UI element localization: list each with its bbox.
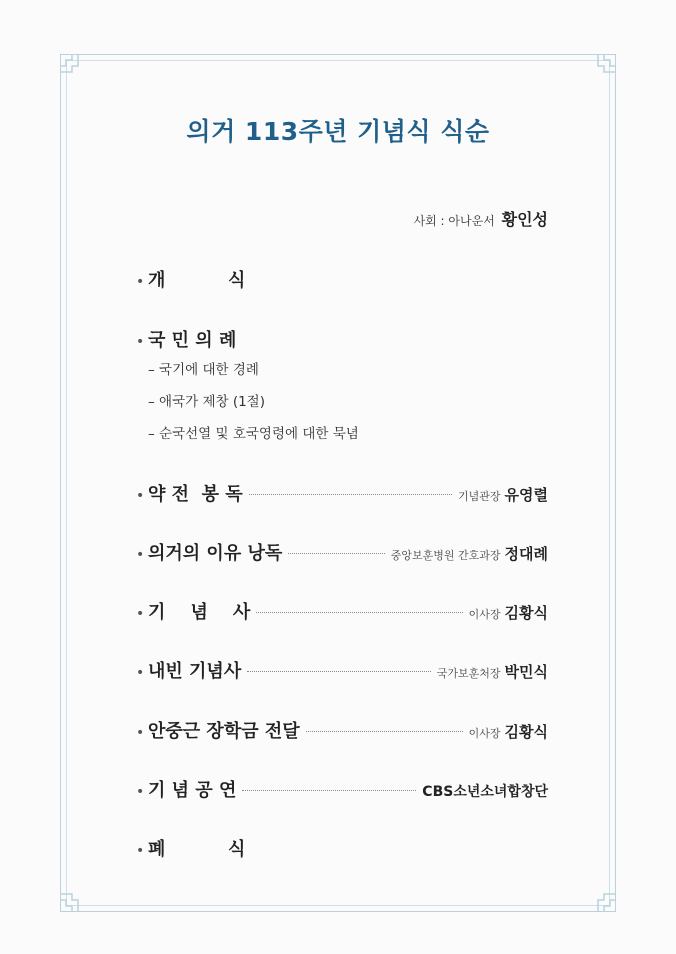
program-item-reason-reading (136, 539, 548, 565)
program-item-label: 기 념 공 연 (148, 780, 237, 801)
program-item-commemorative-address (136, 598, 548, 624)
presenter-role: 기념관장 (458, 490, 501, 503)
bullet-icon: • (136, 488, 145, 504)
sub-item: – 순국선열 및 호국영령에 대한 묵념 (148, 426, 359, 442)
presenter-name: 김황식 (504, 604, 548, 622)
program-item-label: 폐 식 (148, 839, 246, 860)
corner-ornament-icon (58, 52, 84, 78)
program-item-label: 국 민 의 례 (148, 330, 237, 351)
bullet-icon: • (136, 784, 145, 800)
bullet-icon: • (136, 665, 145, 681)
program-item-label: 의거의 이유 낭독 (148, 543, 283, 564)
page-title: 의거 113주년 기념식 식순 (186, 117, 490, 146)
corner-ornament-icon (592, 888, 618, 914)
sub-item: – 애국가 제창 (1절) (148, 394, 265, 410)
program-item-label: 약 전 봉 독 (148, 484, 243, 505)
presenter-name: 박민식 (504, 663, 548, 681)
mc-role: 사회 : 아나운서 (413, 214, 495, 228)
corner-ornament-icon (58, 888, 84, 914)
mc-name: 황인성 (501, 210, 548, 229)
program-item-guest-address (136, 657, 548, 683)
mc-credit (414, 207, 548, 230)
dot-leader (249, 494, 452, 495)
program-item-label: 개 식 (148, 270, 246, 291)
presenter-name: 김황식 (504, 723, 548, 741)
dot-leader (288, 553, 385, 554)
bullet-icon: • (136, 334, 145, 350)
presenter-name: 정대례 (504, 545, 548, 563)
program-item-performance (136, 776, 548, 802)
program-item-closing (136, 835, 548, 861)
presenter-role: 국가보훈처장 (436, 667, 501, 680)
dot-leader (242, 790, 416, 791)
presenter-name: 유영렬 (504, 486, 548, 504)
performer-name: CBS소년소녀합창단 (422, 784, 548, 800)
dot-leader (247, 671, 431, 672)
presenter-role: 이사장 (468, 608, 501, 621)
program-item-label: 기 념 사 (148, 602, 251, 623)
program-item-label: 내빈 기념사 (148, 661, 242, 682)
bullet-icon: • (136, 725, 145, 741)
program-item-scholarship (136, 717, 548, 743)
bullet-icon: • (136, 274, 145, 290)
sub-item: – 국기에 대한 경례 (148, 362, 259, 378)
bullet-icon: • (136, 606, 145, 622)
program-item-national-ceremony (136, 326, 548, 352)
program-item-biography-reading (136, 480, 548, 506)
program-item-opening (136, 266, 548, 292)
presenter-role: 중앙보훈병원 간호과장 (390, 549, 501, 562)
program-item-label: 안중근 장학금 전달 (148, 721, 300, 742)
bullet-icon: • (136, 547, 145, 563)
corner-ornament-icon (592, 52, 618, 78)
presenter-role: 이사장 (468, 727, 501, 740)
dot-leader (256, 612, 462, 613)
dot-leader (306, 731, 463, 732)
bullet-icon: • (136, 843, 145, 859)
